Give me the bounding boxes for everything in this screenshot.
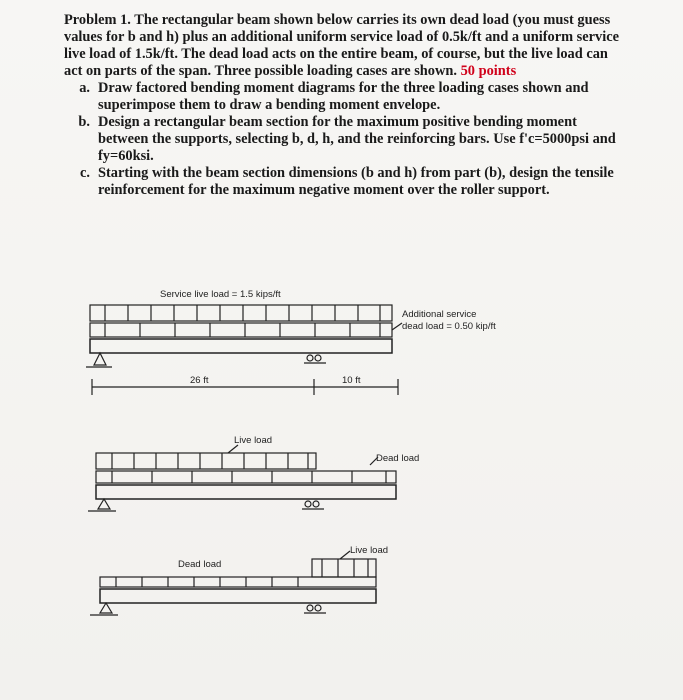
case1-live-load-block [90, 305, 392, 321]
case2-beam [96, 485, 396, 499]
case3-beam [100, 589, 376, 603]
problem-intro-text: Problem 1. The rectangular beam shown below carries its own dead load (you must guess values for b and h) plus an additional uniform service load of 0.5k/ft and a uniform service live load of 1.5k/ft. The dead load acts on the entire beam, of course, but the live load can act on parts of the span. Three possible loading cases are shown. [64, 12, 620, 79]
problem-intro [64, 12, 624, 80]
task-text: Design a rectangular beam section for the maximum positive bending moment between the supports, selecting b, d, h, and the reinforcing bars. Use f'c=5000psi and fy=60ksi. [98, 114, 616, 164]
beam-loading-figure [60, 275, 496, 635]
case3-roller-support [304, 605, 326, 613]
task-marker: a. [79, 80, 90, 96]
case2-live-load-label: Live load [234, 435, 273, 446]
case3-dead-load-block [100, 577, 376, 587]
task-marker: c. [80, 165, 90, 181]
loading-case-3 [90, 545, 388, 615]
case2-dead-load-block [96, 471, 396, 483]
case1-live-arrows [105, 305, 380, 321]
task-item-a [64, 80, 624, 114]
case1-roller-support [304, 355, 326, 363]
case1-dead-load-block [90, 323, 392, 337]
task-item-c [64, 165, 624, 199]
case3-live-load-label: Live load [350, 545, 389, 556]
case1-live-load-label: Service live load = 1.5 kips/ft [160, 289, 281, 300]
case2-live-arrows [112, 453, 308, 469]
task-text: Starting with the beam section dimensions (b and h) from part (b), design the tensile reinforcement for the maximum negative moment over the roller support. [98, 165, 614, 198]
case3-live-arrows [322, 559, 368, 577]
case1-beam [90, 339, 392, 353]
task-list [64, 80, 624, 199]
case1-span1-label: 26 ft [190, 375, 209, 386]
case2-pin-support [88, 499, 116, 511]
task-text: Draw factored bending moment diagrams for the three loading cases shown and superimpose them to draw a bending moment envelope. [98, 80, 589, 113]
case3-pin-support [90, 603, 118, 615]
problem-text [64, 12, 624, 199]
case2-roller-support [302, 501, 324, 509]
case3-dead-arrows [116, 577, 298, 587]
case2-live-load-block [96, 453, 316, 469]
case1-span2-label: 10 ft [342, 375, 361, 386]
loading-case-2 [88, 435, 419, 511]
case3-dead-load-label: Dead load [178, 559, 222, 570]
task-item-b [64, 114, 624, 165]
loading-case-1 [86, 289, 496, 395]
case2-dead-load-label: Dead load [376, 453, 420, 464]
task-marker: b. [78, 114, 90, 130]
points-label: 50 points [460, 63, 517, 79]
case1-dead-label-line1: Additional service [402, 309, 477, 320]
case1-pin-support [86, 353, 112, 367]
case1-dead-label-line2: dead load = 0.50 kip/ft [402, 321, 496, 332]
case1-dead-arrows [105, 323, 380, 337]
case2-dead-arrows [112, 471, 386, 483]
